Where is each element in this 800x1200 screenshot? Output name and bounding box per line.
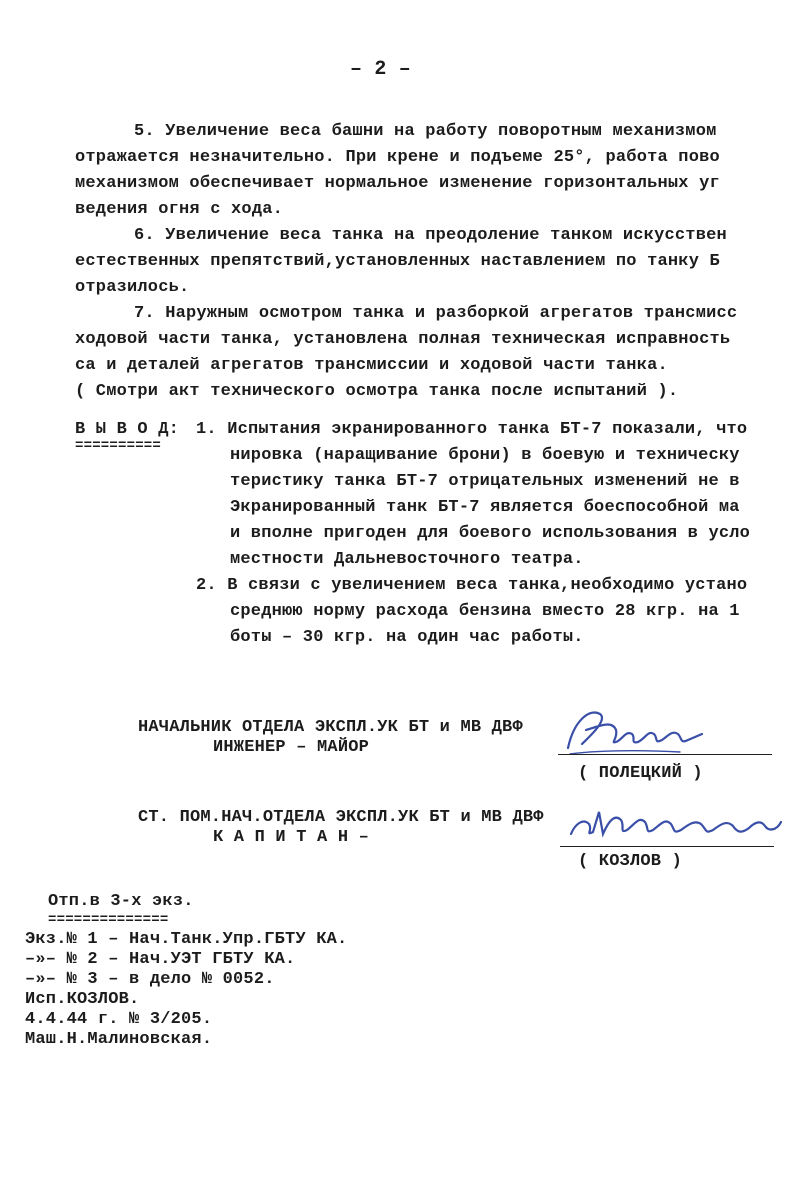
distribution-line: –»– № 2 – Нач.УЭТ ГБТУ КА. [25,950,296,969]
text-line: естественных препятствий,установленных наставлением по танку Б [75,252,720,271]
distribution-line: Экз.№ 1 – Нач.Танк.Упр.ГБТУ КА. [25,930,348,949]
conclusion-item-2-line: среднюю норму расхода бензина вместо 28 кгр. на 1 [230,602,740,621]
signatory-title: НАЧАЛЬНИК ОТДЕЛА ЭКСПЛ.УК БТ и МВ ДВФ [138,718,523,737]
conclusion-label: В Ы В О Д: [75,420,180,439]
signature-image [565,790,790,850]
signatory-rank: К А П И Т А Н – [213,828,370,847]
conclusion-item-1-line: Экранированный танк БТ-7 является боеспособной ма [230,498,740,517]
conclusion-item-2-line: 2. В связи с увеличением веса танка,необходимо устано [196,576,748,595]
conclusion-item-2-line: боты – 30 кгр. на один час работы. [230,628,584,647]
text-line: отразилось. [75,278,190,297]
page-number: – 2 – [350,58,412,81]
text-line: ( Смотри акт технического осмотра танка после испытаний ). [75,382,679,401]
signatory-name: ( ПОЛЕЦКИЙ ) [578,764,703,783]
text-line: ведения огня с хода. [75,200,284,219]
text-line: отражается незначительно. При крене и подъеме 25°, работа пово [75,148,720,167]
text-line: 7. Наружным осмотром танка и разборкой агрегатов трансмисс [134,304,738,323]
conclusion-item-1-line: теристику танка БТ-7 отрицательных изменений не в [230,472,740,491]
signatory-title: СТ. ПОМ.НАЧ.ОТДЕЛА ЭКСПЛ.УК БТ и МВ ДВФ [138,808,544,827]
text-line: механизмом обеспечивает нормальное изменение горизонтальных уг [75,174,720,193]
signatory-rank: ИНЖЕНЕР – МАЙОР [213,738,370,757]
distribution-line: Маш.Н.Малиновская. [25,1030,213,1049]
distribution-line: –»– № 3 – в дело № 0052. [25,970,275,989]
signature-underline [560,846,774,847]
conclusion-item-1-line: местности Дальневосточного театра. [230,550,584,569]
text-line: са и деталей агрегатов трансмиссии и ходовой части танка. [75,356,668,375]
text-line: ходовой части танка, установлена полная техническая исправность [75,330,731,349]
conclusion-item-1-line: 1. Испытания экранированного танка БТ-7 показали, что [196,420,748,439]
signature-image [560,700,710,760]
signature-underline [558,754,772,755]
conclusion-underline: ========== [75,438,162,454]
conclusion-item-1-line: и вполне пригоден для боевого использования в усло [230,524,751,543]
distribution-underline: ============== [48,912,169,928]
text-line: 5. Увеличение веса башни на работу поворотным механизмом [134,122,717,141]
distribution-line: 4.4.44 г. № 3/205. [25,1010,213,1029]
conclusion-item-1-line: нировка (наращивание брони) в боевую и техническу [230,446,740,465]
signatory-name: ( КОЗЛОВ ) [578,852,683,871]
distribution-line: Исп.КОЗЛОВ. [25,990,140,1009]
text-line: 6. Увеличение веса танка на преодоление танком искусствен [134,226,727,245]
distribution-header: Отп.в 3-х экз. [48,892,194,911]
